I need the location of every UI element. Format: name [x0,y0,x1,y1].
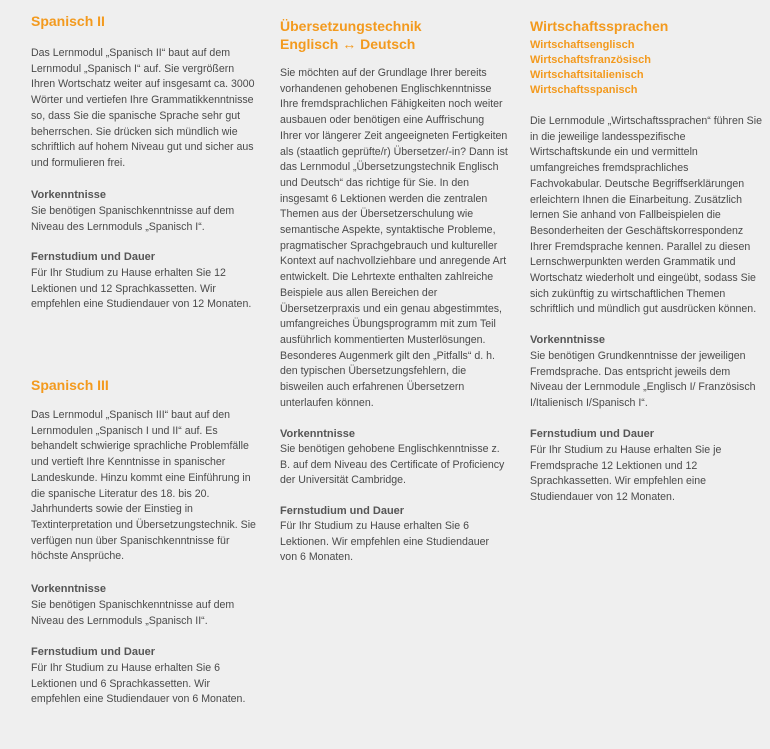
heading-englisch-deutsch: Englisch ↔ Deutsch [280,36,416,52]
body-wirtschaftssprachen: Die Lernmodule „Wirtschaftssprachen“ führen Sie in die jeweilige landesspezifische Wirtschaftskunde ein und vermitteln umfangreiches fremdsprachliches Fachvokabular. Deutsche Begriffserklärungen erleichtern Ihnen die Einarbeitung. Zusätzlich lernen Sie anhand von Fallbeispielen die Besonderheiten der Geschäftskorrespondenz Ihrer Fremdsprache kennen. Parallel zu diesen Lernschwerpunkten werden Grammatik und Wortschatz wiederholt und eingeübt, sodass Sie sich zukünftig zu wirtschaftlichen Themen schriftlich und mündlich gut ausdrücken können. [530,115,762,316]
subtitle-wirtschaftsfranzoesisch: Wirtschaftsfranzösisch [530,54,651,66]
fernstudium-heading-3: Fernstudium und Dauer [280,505,405,517]
fernstudium-body-4: Für Ihr Studium zu Hause erhalten Sie je Fremdsprache 12 Lektionen und 12 Sprachkassetten. Wir empfehlen eine Studiendauer von 12 Monaten. [530,444,722,504]
fernstudium-body-1: Für Ihr Studium zu Hause erhalten Sie 12 Lektionen und 12 Sprachkassetten. Wir empfehlen eine Studiendauer von 12 Monaten. [31,267,252,311]
fernstudium-heading-1: Fernstudium und Dauer [31,251,156,263]
vorkenntnisse-body-2: Sie benötigen Spanischkenntnisse auf dem Niveau des Lernmoduls „Spanisch II“. [31,599,235,627]
subtitle-wirtschaftsitalienisch: Wirtschaftsitalienisch [530,69,644,81]
body-spanisch-3: Das Lernmodul „Spanisch III“ baut auf den Lernmodulen „Spanisch I und II“ auf. Es behandelt schwierige sprachliche Problemfälle und vertieft Ihre Kenntnisse in spanischer Landeskunde. Hinzu kommt eine Einführung in die spanische Literatur des 18. bis 20. Jahrhunderts sowie der Einstieg in Textinterpretation und Übersetzungstechnik. Sie verfügen nun über Spanischkenntnisse für höchste Ansprüche. [31,409,256,563]
subtitle-wirtschaftsspanisch: Wirtschaftsspanisch [530,84,638,96]
subtitle-wirtschaftsenglisch: Wirtschaftsenglisch [530,39,635,51]
vorkenntnisse-body-1: Sie benötigen Spanischkenntnisse auf dem Niveau des Lernmoduls „Spanisch I“. [31,205,235,233]
fernstudium-heading-4: Fernstudium und Dauer [530,428,655,440]
vorkenntnisse-heading-2: Vorkenntnisse [31,583,106,595]
fernstudium-heading-2: Fernstudium und Dauer [31,646,156,658]
vorkenntnisse-body-4: Sie benötigen Grundkenntnisse der jeweiligen Fremdsprache. Das entspricht jeweils dem Niveau der Lernmodule „Englisch I/ Französisch I/Italienisch I/Spanisch I“. [530,350,756,410]
vorkenntnisse-body-3: Sie benötigen gehobene Englischkenntnisse z. B. auf dem Niveau des Certificate of Proficiency der Universität Cambridge. [280,443,505,487]
body-spanisch-2: Das Lernmodul „Spanisch II“ baut auf dem Lernmodul „Spanisch I“ auf. Sie vergrößern Ihren Wortschatz weiter auf insgesamt ca. 3000 Wörter und vertiefen Ihre Grammatikkenntnisse so, dass Sie die spanische Sprache sehr gut beherrschen. Sie drücken sich mündlich wie schriftlich auf hohem Niveau gut und sicher aus und formulieren frei. [31,47,255,169]
heading-uebersetzungstechnik: Übersetzungstechnik [280,18,422,34]
vorkenntnisse-heading-3: Vorkenntnisse [280,428,355,440]
fernstudium-body-3: Für Ihr Studium zu Hause erhalten Sie 6 Lektionen. Wir empfehlen eine Studiendauer von 6 Monaten. [280,520,490,564]
vorkenntnisse-heading-1: Vorkenntnisse [31,189,106,201]
heading-spanisch-3: Spanisch III [31,377,109,393]
body-uebersetzungstechnik: Sie möchten auf der Grundlage Ihrer bereits vorhandenen gehobenen Englischkenntnisse Ihre fremdsprachlichen Fähigkeiten noch weiter ausbauen oder benötigen eine Auffrischung Ihrer vor längerer Zeit angeeigneten Fertigkeiten als (staatlich geprüfte/r) Übersetzer/-in? Dann ist das Lernmodul „Übersetzungstechnik Englisch und Deutsch“ das richtige für Sie. In den insgesamt 6 Lektionen werden die zentralen Themen aus der Übersetzerschulung wie semantische Aspekte, syntaktische Probleme, pragmatischer Sprachgebrauch und kultureller Kontext auf nachvollziehbare und anregende Art entwickelt. Die Lehrtexte enthalten zahlreiche Beispiele aus allen Bereichen der Übersetzerpraxis und ein genau abgestimmtes, umfangreiches Übungsprogramm mit zum Teil ausführlich kommentierten Musterlösungen. Besonderes Augenmerk gilt den „Pitfalls“ d. h. den typischen Übersetzungsfehlern, die bisweilen auch erfahrenen Übersetzern unterlaufen können. [280,67,508,409]
heading-spanisch-2: Spanisch II [31,13,105,29]
vorkenntnisse-heading-4: Vorkenntnisse [530,334,605,346]
heading-wirtschaftssprachen: Wirtschaftssprachen [530,18,669,34]
fernstudium-body-2: Für Ihr Studium zu Hause erhalten Sie 6 Lektionen und 6 Sprachkassetten. Wir empfehlen eine Studiendauer von 6 Monaten. [31,662,246,706]
